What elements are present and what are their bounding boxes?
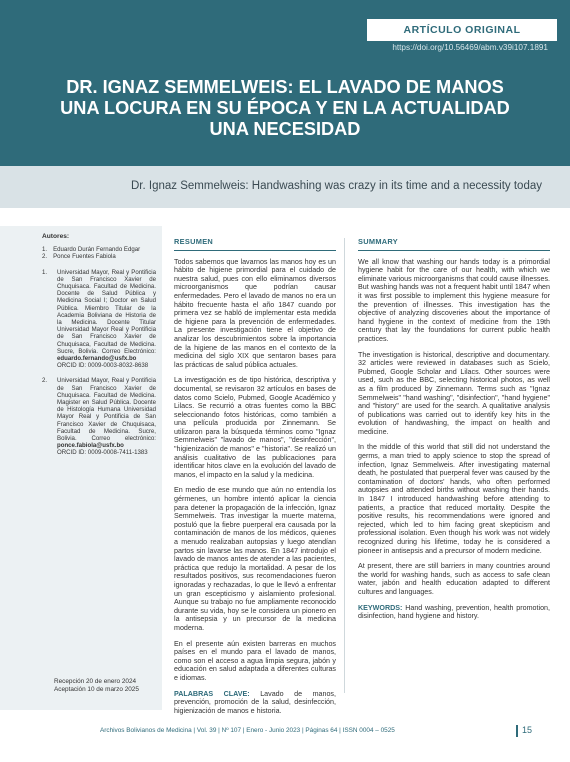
resumen-column — [174, 238, 336, 722]
resumen-paragraph: Todos sabemos que lavarnos las manos hoy es un hábito de higiene primordial para el cuidado de nuestra salud, pues con ello eliminamos diversos microorganismos que podrían causar enfermedades. Pero el lavado de manos no era un hábito frecuente hasta el año 1847 cuando por primera vez se habló de implementar esta medida de higiene para la prevención de enfermedades. La presente investigación tiene el objetivo de analizar los descubrimientos sobre la importancia de la higiene de las manos en el contexto de la medicina del siglo XIX que sentaron bases para las prácticas de salud pública actuales. — [174, 257, 336, 369]
author-email[interactable]: eduardo.fernando@usfx.bo — [57, 355, 137, 363]
keywords-text: Lavado de manos, prevención, promoción de la salud, desinfección, higienización de manos e historia. — [174, 689, 336, 715]
footer-separator — [516, 725, 518, 737]
keywords-label: PALABRAS CLAVE: — [174, 689, 250, 698]
title-line: UNA NECESIDAD — [209, 119, 361, 139]
summary-paragraph: The investigation is historical, descriptive and documentary. 32 articles were reviewed in databases such as Scielo, Pubmed, Google Scholar and Lilacs. Other sources were used, such as the BBC, selecting historical photos, as well as a film produced by Zinnemann. Terms such as "Ignaz Semmelweis" "hand washing", "disinfection", "hand hygiene" and "history" are used for the search. A qualitative analysis of publications was carried out to identify key hits in the evolution of handwashing, the impact on health and medicine. — [358, 350, 550, 436]
summary-keywords — [358, 604, 550, 621]
summary-column — [358, 238, 550, 628]
author-name: Eduardo Durán Fernando Edgar — [53, 246, 141, 254]
page-number: 15 — [522, 725, 533, 735]
affiliation-number: 2. — [42, 377, 48, 385]
resumen-paragraph: En medio de ese mundo que aún no entendía los gérmenes, un hombre intentó aplicar la ciencia para detener la propagación de la infección, Ignaz Semmelweis. Tras investigar la muerte materna, postuló que la fiebre puerperal era causada por la contaminación de manos de los médicos, quienes a menudo realizaban autopsias y luego atendían partos sin lavarse las manos. En 1847 introdujo el lavado de manos antes de atender a las pacientes, práctica que redujo la mortalidad. A pesar de los resultados positivos, sus recomendaciones fueron ignoradas y rechazadas, lo que le llevó a enfrentar un gran escepticismo y aislamiento profesional. Aunque su trabajo no fue ampliamente reconocido durante su vida, hoy se le considera un pionero en la antisepsia y un precursor de la medicina moderna. — [174, 486, 336, 632]
page-footer — [0, 724, 570, 742]
english-title: Dr. Ignaz Semmelweis: Handwashing was crazy in its time and a necessity today — [131, 180, 542, 192]
keywords-label: KEYWORDS: — [358, 603, 403, 612]
column-divider — [344, 238, 345, 693]
authors-sidebar — [0, 226, 162, 710]
resumen-paragraph: La investigación es de tipo histórica, descriptiva y documental, se revisaron 32 artículos en bases de datos como Scielo, Pubmed, Google Académico y Lilacs. Se recurrió a otras fuentes como la BBC seleccionando fotos históricas, como también a una película producida por Zinnemann. Se utilizaron para la búsqueda términos como "Ignaz Semmelweis" "lavado de manos", "desinfección", "higienización de manos" e "historia". Se realizó un análisis cualitativo de las publicaciones para identificar hitos clave en la evolución del lavado de manos, el impacto en la salud y la medicina. — [174, 376, 336, 479]
email-prefix: Correo electrónico: — [91, 435, 156, 443]
received-date: Recepción 20 de enero 2024 — [54, 678, 137, 685]
orcid-id: ORCID ID: 0009-0008-7411-1383 — [57, 449, 148, 457]
article-header — [0, 0, 570, 166]
author-item — [42, 253, 156, 260]
author-number: 1. — [42, 246, 48, 254]
article-title — [40, 77, 530, 140]
summary-heading: SUMMARY — [358, 238, 550, 251]
keywords-text: Hand washing, prevention, health promotion, disinfection, hand hygiene and history. — [358, 603, 551, 621]
summary-paragraph: In the middle of this world that still did not understand the germs, a man tried to apply science to stop the spread of infection, Ignaz Semmelweis. After investigating maternal death, he postulated that puerperal fever was caused by the contamination of doctors' hands, who often performed autopsies and attended births without washing their hands. In 1847 I introduced handwashing before attending to patients, a practice that reduced mortality. Despite the positive results, his recommendations were ignored and rejected, which led to him facing great skepticism and professional isolation. Even though his work was not widely recognized during his lifetime, today he is considered a pioneer in antisepsis and a precursor of modern medicine. — [358, 443, 550, 555]
summary-paragraph: At present, there are still barriers in many countries around the world for washing hands, such as access to safe clean water, jabón and health education adapted to different cultures and languages. — [358, 562, 550, 596]
accepted-date: Aceptación 10 de marzo 2025 — [54, 686, 139, 693]
article-type-badge: ARTÍCULO ORIGINAL — [367, 19, 557, 41]
author-item — [42, 246, 156, 253]
affiliation-text: Universidad Mayor, Real y Pontificia de San Francisco Xavier de Chuquisaca. Facultad de Medicina. Magister en Salud Pública. Docente de Histología Humana Universidad Mayor Real y Pontificia de San Francisco Xavier de Chuquisaca, Facultad de Medicina. Sucre, Bolivia. — [57, 377, 156, 443]
authors-label: Autores: — [42, 233, 70, 240]
affiliation-item — [42, 377, 156, 456]
submission-dates — [54, 678, 139, 694]
author-email[interactable]: ponce.fabiola@usfx.bo — [57, 442, 124, 450]
title-line: UNA LOCURA EN SU ÉPOCA Y EN LA ACTUALIDAD — [60, 98, 510, 118]
orcid-id: ORCID ID: 0009-0003-8032-8638 — [57, 362, 149, 370]
affiliation-text: Universidad Mayor, Real y Pontificia de San Francisco Xavier de Chuquisaca. Facultad de Medicina. Docente de Salud Pública y Medicina Social I; Doctor en Salud Pública. Miembro Titular de la Academia Boliviana de Historia de la Medicina. Docente Titular Universidad Mayor Real y Pontificia de San Francisco Xavier de Chuquisaca, Facultad de Medicina. Sucre, Bolivia. — [57, 268, 156, 355]
affiliation-item — [42, 269, 156, 370]
journal-citation: Archivos Bolivianos de Medicina | Vol. 39 | Nº 107 | Enero - Junio 2023 | Páginas 64 | ISSN 0004 – 0525 — [100, 727, 395, 734]
resumen-heading: RESUMEN — [174, 238, 336, 251]
title-line: DR. IGNAZ SEMMELWEIS: EL LAVADO DE MANOS — [66, 77, 504, 97]
resumen-keywords — [174, 690, 336, 716]
author-name: Ponce Fuentes Fabiola — [53, 253, 116, 261]
summary-paragraph: We all know that washing our hands today is a primordial hygiene habit for the care of our health, with which we eliminate various microorganisms that could cause illnesses. But washing hands was not a frequent habit until 1847 when it was first possible to implement this hygiene measure for the prevention of illnesses. This investigation has the objective of analyzing discoveries about the importance of hand hygiene in the context of medicine from the 19th century that lay the foundations for current public health practices. — [358, 257, 550, 343]
doi-link[interactable]: https://doi.org/10.56469/abm.v39i107.1891 — [392, 43, 548, 52]
resumen-paragraph: En el presente aún existen barreras en muchos países en el mundo para el lavado de manos, como son el acceso a agua limpia segura, jabón y educación en salud adaptada a diferentes culturas e idiomas. — [174, 639, 336, 682]
author-number: 2. — [42, 253, 48, 261]
affiliation-number: 1. — [42, 268, 48, 276]
english-title-band — [0, 166, 570, 208]
email-prefix: Correo Electrónico: — [101, 347, 156, 355]
